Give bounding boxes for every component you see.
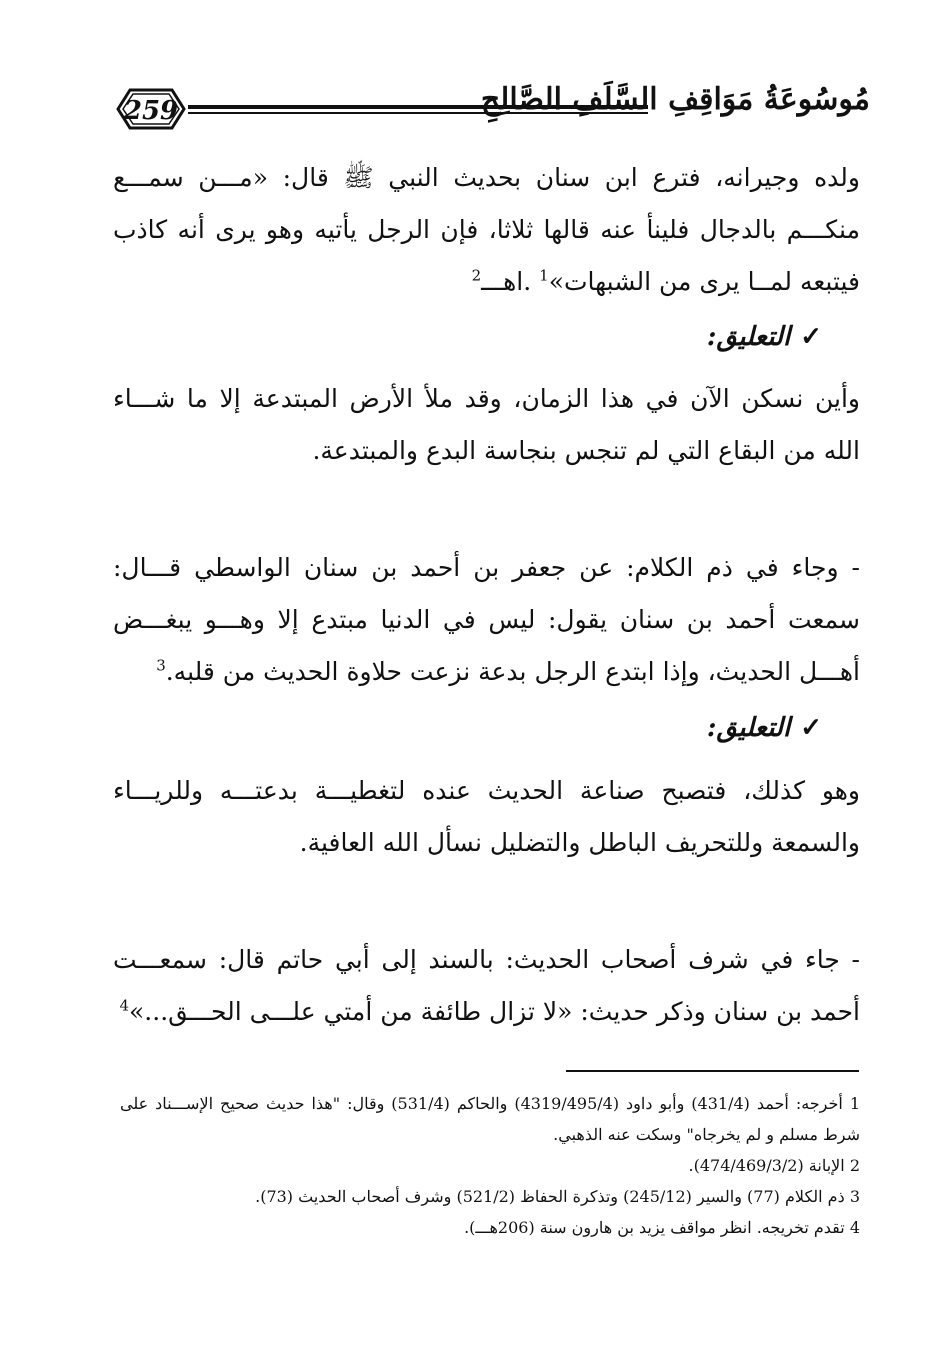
footnote-ref-3: 3 [156, 656, 166, 675]
footnote-4-text: تقدم تخريجه. انظر مواقف يزيد بن هارون سنة (206هـــ). [464, 1218, 845, 1237]
footnote-ref-1: 1 [539, 266, 549, 285]
paragraph-5-text: - جاء في شرف أصحاب الحديث: بالسند إلى أبي حاتم قال: سمعـــت أحمد بن سنان وذكر حديث: «لا تزال طائفة من أمتي علـــى الحـــق...» [113, 945, 860, 1026]
paragraph-3-text: - وجاء في ذم الكلام: عن جعفر بن أحمد بن سنان الواسطي قـــال: سمعت أحمد بن سنان يقول: ليس في الدنيا مبتدع إلا وهـــو يبغـــض أهـــل الحديث، وإذا ابتدع الرجل بدعة نزعت حلاوة الحديث من قلبه. [113, 553, 860, 686]
footnote-separator [566, 1070, 859, 1072]
footnote-ref-2: 2 [471, 266, 482, 285]
commentary-heading-1-text: التعليق: [706, 322, 791, 352]
paragraph-1-tail: .اهـــ [481, 267, 532, 296]
paragraph-1-text: ولده وجيرانه، فترع ابن سنان بحديث النبي ﷺ قال: «مـــن سمـــع منكـــم بالدجال فلينأ عنه قالها ثلاثا، فإن الرجل يأتيه وهو يرى أنه كاذب فيتبعه لمــا يرى من الشبهات» [113, 163, 860, 296]
footnote-4-number: 4 [849, 1218, 860, 1237]
checkmark-icon: ✓ [800, 713, 822, 743]
footnote-3-text: ذم الكلام (77) والسير (245/12) وتذكرة الحفاظ (521/2) وشرف أصحاب الحديث (73). [255, 1187, 845, 1206]
footnote-3-number: 3 [849, 1187, 860, 1206]
commentary-heading-1 [707, 322, 822, 352]
footnote-1-text: أخرجه: أحمد (431/4) وأبو داود (4319/495/4) والحاكم (531/4) وقال: "هذا حديث صحيح الإســـناد على شرط مسلم و لم يخرجاه" وسكت عنه الذهبي. [120, 1094, 860, 1144]
commentary-heading-2 [707, 713, 822, 743]
footnotes [120, 1088, 860, 1243]
footnote-1 [120, 1088, 860, 1150]
paragraph-4 [113, 765, 860, 869]
paragraph-2-text: وأين نسكن الآن في هذا الزمان، وقد ملأ الأرض المبتدعة إلا ما شـــاء الله من البقاع التي لم تنجس بنجاسة البدع والمبتدعة. [113, 384, 860, 465]
footnote-ref-4: 4 [119, 996, 129, 1015]
footnote-4 [120, 1212, 860, 1243]
footnote-2-text: الإبانة (474/469/3/2). [688, 1156, 845, 1175]
series-title: مُوسُوعَةُ مَوَاقِفِ السَّلَفِ الصَّالِحِ [480, 82, 870, 117]
paragraph-5 [113, 934, 860, 1038]
footnote-2-number: 2 [849, 1156, 860, 1175]
page-number-badge [110, 84, 192, 134]
commentary-heading-2-text: التعليق: [706, 713, 791, 743]
page-number: 259 [123, 96, 179, 126]
checkmark-icon: ✓ [800, 322, 822, 352]
paragraph-1 [113, 152, 860, 308]
footnote-1-number: 1 [849, 1094, 861, 1113]
paragraph-4-text: وهو كذلك، فتصبح صناعة الحديث عنده لتغطيـــة بدعتـــه وللريـــاء والسمعة وللتحريف الباطل والتضليل نسأل الله العافية. [113, 776, 860, 857]
footnote-2 [120, 1150, 860, 1181]
footnote-3 [120, 1181, 860, 1212]
paragraph-2 [113, 373, 860, 477]
paragraph-3 [113, 542, 860, 698]
page-header [110, 78, 870, 148]
